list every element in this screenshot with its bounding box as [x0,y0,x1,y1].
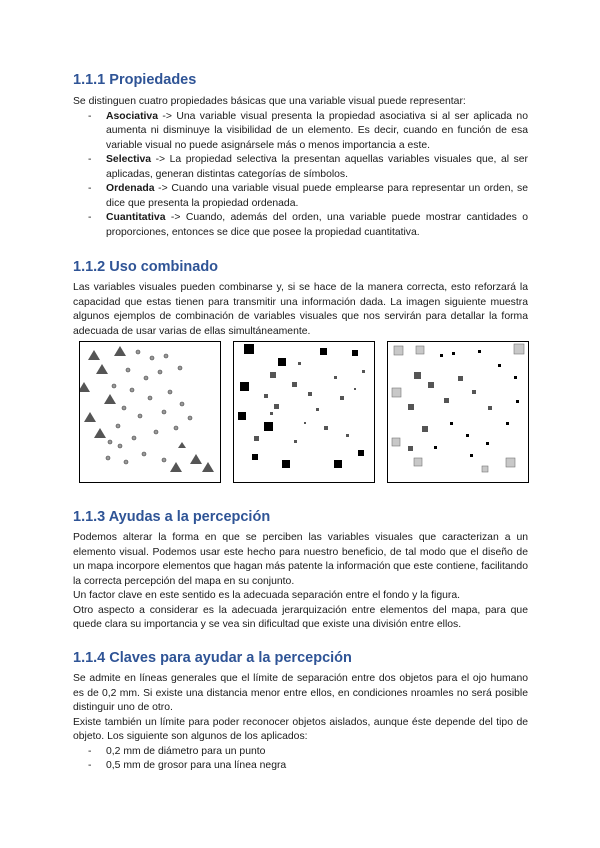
list-item: - 0,2 mm de diámetro para un punto [88,745,266,757]
values-panel-drawing [388,342,528,482]
list-item: - Asociativa -> Una variable visual presenta la propiedad asociativa si al ser aplicada no aumenta ni disminuye la visibilidad de un elemento. Es decir, cuando en función de esa variable visual no puede asignársele más o menos importancia a este. [88,110,528,151]
figure-panel-shapes [79,341,221,483]
figure-panel-sizes [233,341,375,483]
section-ayudas-percepcion [73,531,528,633]
paragraph-uso-combinado: Las variables visuales pueden combinarse y, si se hace de la manera correcta, esto reforzará la capacidad que estas tienen para transmitir una información dada. La imagen siguiente muestra algunos ejemplos de combinación de variables visuales que nos servirán para detallar la forma adecuada de usar varias de ellas simultáneamente. [73,282,528,337]
section-claves-percepcion [73,672,528,774]
list-item: - Cuantitativa -> Cuando, además del orden, una variable puede mostrar cantidades o proporciones, entonces se dice que posee la propiedad cuantitativa. [88,212,528,238]
heading-propiedades: 1.1.1 Propiedades [73,72,197,88]
visual-variables-figure [79,341,527,486]
heading-uso-combinado: 1.1.2 Uso combinado [73,259,219,275]
heading-claves-percepcion: 1.1.4 Claves para ayudar a la percepción [73,650,352,666]
section-propiedades [73,95,528,240]
paragraph: Otro aspecto a considerar es la adecuada jerarquización entre elementos del mapa, para que quede clara su importancia y se vea sin dificultad que existe una división entre ellos. [73,604,528,630]
paragraph: Podemos alterar la forma en que se perciben las variables visuales que caracterizan a un elemento visual. Podemos usar este hecho para nuestro beneficio, de tal modo que el diseño de un mapa incorpore elementos que hagan más patente la información que este contiene, facilitando la correcta percepción del mapa en su conjunto. [73,532,528,587]
paragraph: Un factor clave en este sentido es la adecuada separación entre el fondo y la figura. [73,590,461,601]
heading-ayudas-percepcion: 1.1.3 Ayudas a la percepción [73,509,271,525]
paragraph: Se admite en líneas generales que el límite de separación entre dos objetos para el ojo humano es de 0,2 mm. Si existe una distancia menor entre ellos, en condiciones nroamles no será posible distinguir uno de otro. [73,673,528,713]
list-item: - Selectiva -> La propiedad selectiva la presentan aquellas variables visuales que, al ser aplicadas, generan distintas categorías de símbolos. [88,154,528,180]
paragraph: Existe también un límite para poder reconocer objetos aislados, aunque éste depende del tipo de objeto. Los siguiente son algunos de los aplicados: [73,716,528,742]
shapes-panel-drawing [80,342,220,482]
sizes-panel-drawing [234,342,374,482]
intro-propiedades: Se distinguen cuatro propiedades básicas que una variable visual puede representar: [73,96,466,107]
figure-panel-values [387,341,529,483]
list-item: - 0,5 mm de grosor para una línea negra [88,760,287,771]
limits-list [73,745,528,774]
properties-list [73,110,528,241]
section-uso-combinado [73,281,528,339]
list-item: - Ordenada -> Cuando una variable visual puede emplearse para representar un orden, se dice que presenta la propiedad ordenada. [88,183,528,209]
